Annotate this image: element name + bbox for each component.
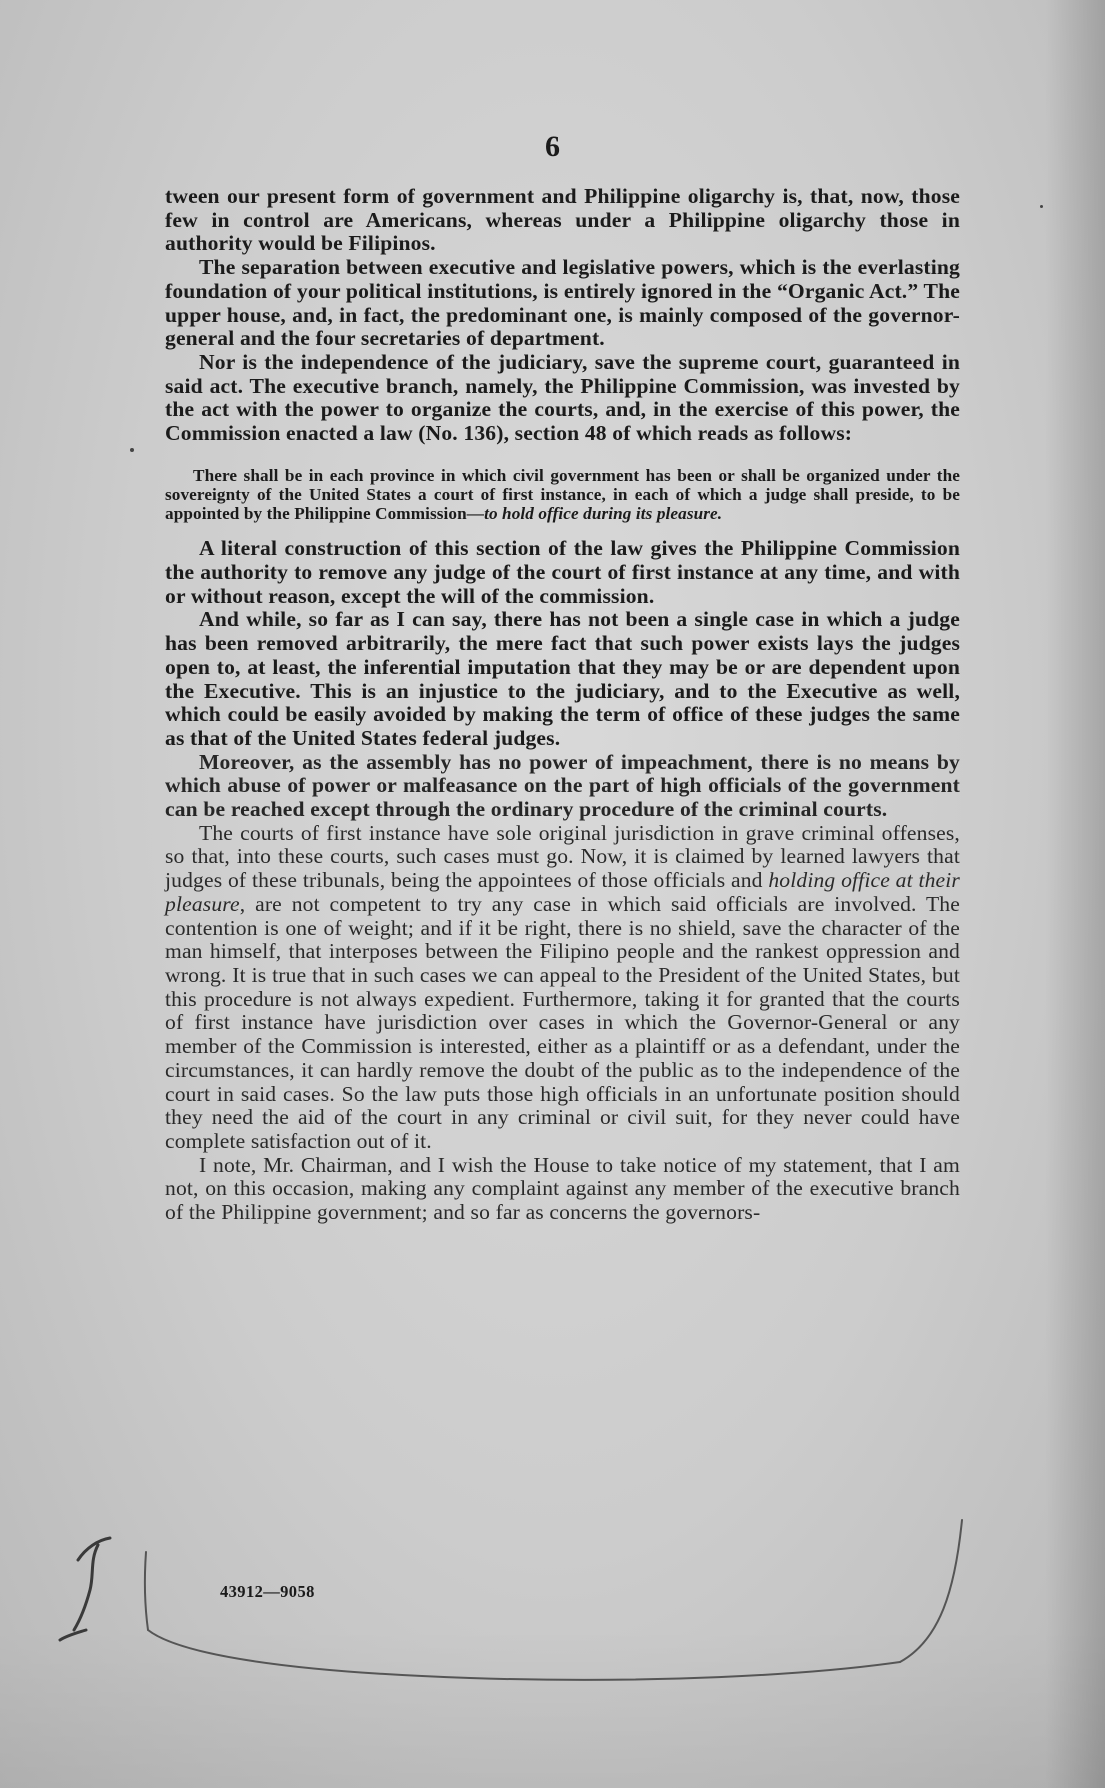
page-number: 6 xyxy=(545,130,560,163)
paragraph-judge-removal: And while, so far as I can say, there has not been a single case in which a judge has been removed arbitrarily, the mere fact that such power exists lays the judges open to, at least, the inferential imputation that they may be or are dependent upon the Executive. This is an injustice to the judiciary, and to the Executive as well, which could be easily avoided by making the term of office of these judges the same as that of the United States federal judges. xyxy=(165,607,960,750)
jurisdiction-text-b: , are not competent to try any case in which said officials are involved. The contention is one of weight; and if it be right, there is no shield, save the character of the man himself, that interposes between the Filipino people and the rankest oppression and wrong. It is true that in such cases we can appeal to the President of the United States, but this procedure is not always expedient. Furthermore, taking it for granted that the courts of first instance have jurisdiction over cases in which the Governor-General or any member of the Commission is interested, either as a plaintiff or as a defendant, under the circumstances, it can hardly remove the doubt of the public as to the independence of the court in said cases. So the law puts those high officials in an unfortunate position should they need the aid of the court in any criminal or civil suit, for they never could have complete satisfaction out of it. xyxy=(165,891,960,1153)
paragraph-courts-jurisdiction xyxy=(165,822,960,1154)
paragraph-judiciary-independence: Nor is the independence of the judiciary, save the supreme court, guaranteed in said act. The executive branch, namely, the Philippine Commission, was invested by the act with the power to organize the courts, and, in the exercise of this power, the Commission enacted a law (No. 136), section 48 of which reads as follows: xyxy=(165,349,960,446)
pencil-bracket-right xyxy=(900,1520,962,1662)
paragraph-literal-construction: A literal construction of this section of the law gives the Philippine Commission the authority to remove any judge of the court of first instance at any time, and with or without reason, except the will of the commission. xyxy=(165,536,960,608)
paragraph-impeachment: Moreover, as the assembly has no power of impeachment, there is no means by which abuse of power or malfeasance on the part of high officials of the government can be reached except through the ordinary procedure of the criminal courts. xyxy=(165,749,960,822)
quoted-law-section-48 xyxy=(165,466,960,524)
quote-text: There shall be in each province in which civil government has been or shall be organized under the sovereignty of the United States a court of first instance, in each of which a judge shall preside, to be appointed by the Philippine Commission— xyxy=(165,465,960,524)
margin-speck xyxy=(1040,205,1043,208)
paragraph-continued: tween our present form of government and Philippine oligarchy is, that, now, those few in control are Americans, whereas under a Philippine oligarchy those in authority would be Filipinos. xyxy=(165,184,960,256)
margin-speck xyxy=(130,448,134,452)
pencil-bracket-bottom xyxy=(148,1630,900,1680)
print-code: 43912—9058 xyxy=(220,1582,315,1601)
jurisdiction-text-a: The courts of first instance have sole original jurisdiction in grave criminal offenses, so that, into these courts, such cases must go. Now, it is claimed by learned lawyers that judges of these tribunals, being the appointees of those officials and xyxy=(165,820,960,893)
quote-italic-text: to hold office during its pleasure. xyxy=(484,504,723,524)
document-body xyxy=(165,185,960,1225)
paragraph-separation-of-powers: The separation between executive and legislative powers, which is the everlasting foundation of your political institutions, is entirely ignored in the “Organic Act.” The upper house, and, in fact, the predominant one, is mainly composed of the governor-general and the four secretaries of department. xyxy=(165,255,960,351)
paragraph-statement-note: I note, Mr. Chairman, and I wish the House to take notice of my statement, that I am not, on this occasion, making any complaint against any member of the executive branch of the Philippine government; and so far as concerns the governors- xyxy=(165,1152,960,1225)
jurisdiction-italic-text: holding office at their pleasure xyxy=(165,868,960,916)
handwritten-bracket-annotation xyxy=(50,1490,1060,1720)
pencil-bracket-left xyxy=(145,1552,148,1630)
